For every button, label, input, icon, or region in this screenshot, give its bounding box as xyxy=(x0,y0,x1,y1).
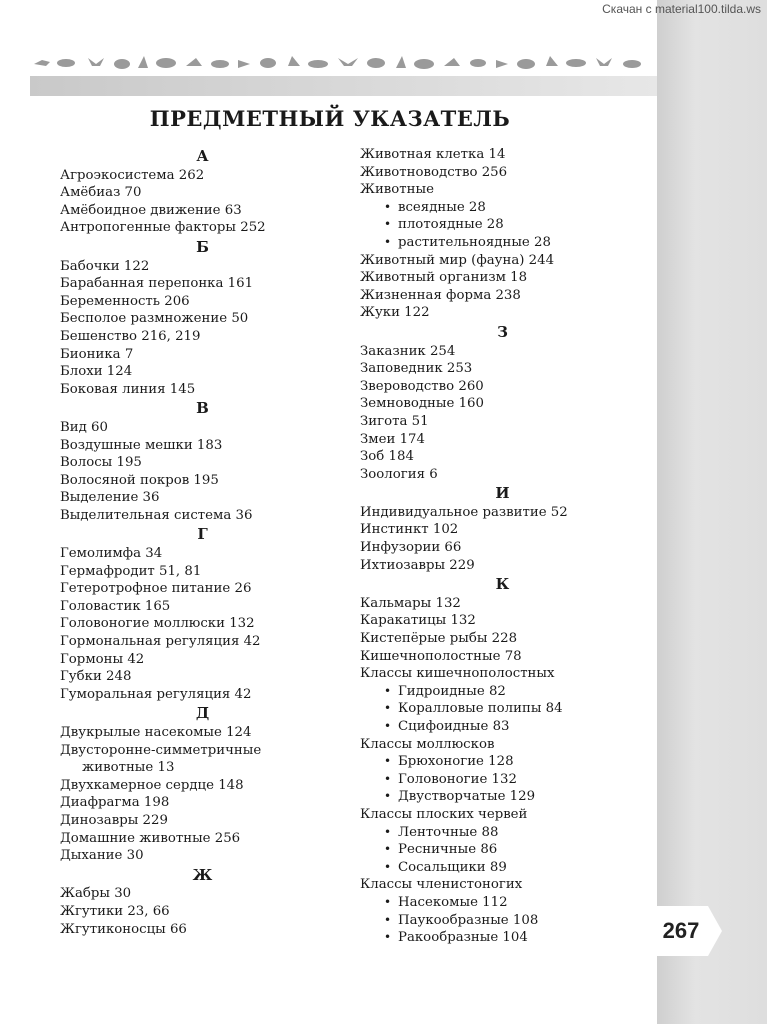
index-entry: Бесполое размножение 50 xyxy=(60,311,249,327)
index-subentry xyxy=(360,216,645,234)
index-entry: Вид 60 xyxy=(60,419,108,435)
index-subentry-text: всеядные 28 xyxy=(398,199,486,215)
section-letter: Д xyxy=(195,704,210,723)
header-band xyxy=(30,76,657,96)
index-entry: Гормональная регуляция 42 xyxy=(60,634,261,650)
index-subentry-text: Паукообразные 108 xyxy=(398,912,539,928)
index-entry: Гермафродит 51, 81 xyxy=(60,563,202,579)
index-subentry-text: Ракообразные 104 xyxy=(398,930,528,946)
index-entry: Зигота 51 xyxy=(360,413,429,429)
index-subentry-text: Коралловые полипы 84 xyxy=(398,701,563,717)
index-entry: Звероводство 260 xyxy=(360,378,484,394)
index-subentry xyxy=(360,788,645,806)
page-edge-shadow xyxy=(657,0,767,1024)
index-subentry xyxy=(360,859,645,877)
index-entry: Воздушные мешки 183 xyxy=(60,437,223,453)
index-entry: Бешенство 216, 219 xyxy=(60,328,201,344)
index-subentry-text: Сцифоидные 83 xyxy=(398,719,510,734)
bullet-icon: • xyxy=(384,859,392,874)
index-entry: Бионика 7 xyxy=(60,346,134,362)
index-entry: Губки 248 xyxy=(60,669,132,685)
index-entry: Заповедник 253 xyxy=(360,361,473,377)
bullet-icon: • xyxy=(384,824,392,839)
index-subentry-text: Головоногие 132 xyxy=(398,771,517,787)
index-column-right xyxy=(360,146,645,947)
index-entry: Антропогенные факторы 252 xyxy=(60,220,266,236)
index-subentry-text: Брюхоногие 128 xyxy=(398,754,514,770)
index-subentry-text: растительноядные 28 xyxy=(398,234,551,250)
bullet-icon: • xyxy=(384,234,392,249)
index-entry: Домашние животные 256 xyxy=(60,830,241,846)
index-entry: Диафрагма 198 xyxy=(60,795,170,811)
index-entry: Животные xyxy=(360,182,434,198)
index-entry: Беременность 206 xyxy=(60,293,190,309)
bullet-icon: • xyxy=(384,930,392,945)
index-entry: Волосяной покров 195 xyxy=(60,472,219,488)
index-entry: Двукрылые насекомые 124 xyxy=(60,725,252,740)
index-subentry xyxy=(360,894,645,912)
section-letter: З xyxy=(497,322,508,341)
index-entry: Двухкамерное сердце 148 xyxy=(60,777,244,793)
index-column-left xyxy=(60,146,345,938)
bullet-icon: • xyxy=(384,199,392,214)
index-subentry-text: Сосальщики 89 xyxy=(398,859,507,875)
index-entry: Кистепёрые рыбы 228 xyxy=(360,631,518,647)
index-entry: Индивидуальное развитие 52 xyxy=(360,504,568,520)
index-entry: Жгутиконосцы 66 xyxy=(60,921,187,937)
index-entry: Жгутики 23, 66 xyxy=(60,903,170,919)
page-number: 267 xyxy=(662,918,700,943)
bullet-icon: • xyxy=(384,789,392,804)
index-entry: Зоология 6 xyxy=(360,466,438,482)
index-entry: Дыхание 30 xyxy=(60,848,144,864)
index-subentry-text: Гидроидные 82 xyxy=(398,683,506,699)
index-entry: Инстинкт 102 xyxy=(360,522,459,538)
index-entry: Заказник 254 xyxy=(360,343,456,359)
section-letter: И xyxy=(495,484,510,503)
index-entry: Динозавры 229 xyxy=(60,812,168,828)
index-entry: Каракатицы 132 xyxy=(360,613,476,629)
index-entry: Змеи 174 xyxy=(360,431,425,447)
index-entry: Классы кишечнополостных xyxy=(360,666,555,682)
bullet-icon: • xyxy=(384,912,392,927)
index-entry: Кальмары 132 xyxy=(360,595,461,611)
index-entry: Амёбиаз 70 xyxy=(60,185,142,201)
index-entry: Гормоны 42 xyxy=(60,651,145,667)
section-letter: В xyxy=(196,399,209,418)
animal-silhouettes-icon xyxy=(30,50,654,74)
bullet-icon: • xyxy=(384,217,392,232)
index-entry: Инфузории 66 xyxy=(360,540,462,556)
index-entry: Волосы 195 xyxy=(60,455,142,471)
index-subentry xyxy=(360,234,645,252)
index-subentry xyxy=(360,718,645,736)
index-entry: Выделительная система 36 xyxy=(60,507,253,523)
index-entry: Двусторонне-симметричные xyxy=(60,742,262,758)
index-entry: Барабанная перепонка 161 xyxy=(60,276,254,292)
index-subentry xyxy=(360,700,645,718)
index-entry: Классы членистоногих xyxy=(360,877,523,893)
index-subentry-text: Ресничные 86 xyxy=(398,842,498,858)
index-subentry-text: плотоядные 28 xyxy=(398,217,504,233)
index-entry: Животный мир (фауна) 244 xyxy=(360,252,555,268)
index-subentry xyxy=(360,912,645,930)
section-letter: Б xyxy=(196,237,209,256)
bullet-icon: • xyxy=(384,683,392,698)
index-entry: Земноводные 160 xyxy=(360,396,484,412)
index-entry: Животный организм 18 xyxy=(360,270,528,286)
index-entry: Агроэкосистема 262 xyxy=(60,167,205,183)
index-subentry xyxy=(360,841,645,859)
bullet-icon: • xyxy=(384,754,392,769)
index-entry: Головоногие моллюски 132 xyxy=(60,616,255,632)
index-subentry-text: Ленточные 88 xyxy=(398,824,499,840)
index-entry: Жизненная форма 238 xyxy=(360,287,521,303)
index-entry: Блохи 124 xyxy=(60,364,133,380)
index-subentry xyxy=(360,771,645,789)
section-letter: Ж xyxy=(192,865,213,884)
bullet-icon: • xyxy=(384,894,392,909)
bullet-icon: • xyxy=(384,701,392,716)
index-entry: Зоб 184 xyxy=(360,449,414,465)
index-subentry xyxy=(360,683,645,701)
index-entry: Классы моллюсков xyxy=(360,736,495,752)
index-entry: Бабочки 122 xyxy=(60,258,150,274)
index-entry: Животноводство 256 xyxy=(360,164,508,180)
section-letter: Г xyxy=(197,525,208,544)
section-letter: К xyxy=(495,575,510,594)
index-subentry-text: Насекомые 112 xyxy=(398,894,508,910)
index-entry: Гуморальная регуляция 42 xyxy=(60,686,252,702)
index-entry: Гетеротрофное питание 26 xyxy=(60,581,252,597)
index-entry: Боковая линия 145 xyxy=(60,381,196,397)
index-entry: Гемолимфа 34 xyxy=(60,546,163,562)
bullet-icon: • xyxy=(384,771,392,786)
index-entry: Головастик 165 xyxy=(60,598,171,614)
index-entry: Ихтиозавры 229 xyxy=(360,557,475,573)
index-entry: Жабры 30 xyxy=(60,886,132,902)
index-entry: Классы плоских червей xyxy=(360,806,528,822)
index-entry: Амёбоидное движение 63 xyxy=(60,202,242,218)
bullet-icon: • xyxy=(384,719,392,733)
index-subentry xyxy=(360,929,645,947)
index-entry: Жуки 122 xyxy=(360,305,430,321)
index-subentry xyxy=(360,199,645,217)
watermark: Скачан с material100.tilda.ws xyxy=(602,2,761,16)
page-title: ПРЕДМЕТНЫЙ УКАЗАТЕЛЬ xyxy=(149,106,511,131)
index-entry: Кишечнополостные 78 xyxy=(360,648,522,664)
bullet-icon: • xyxy=(384,842,392,857)
index-subentry xyxy=(360,824,645,842)
index-entry-continuation: животные 13 xyxy=(82,760,175,776)
index-entry: Выделение 36 xyxy=(60,490,160,506)
section-letter: А xyxy=(196,147,209,165)
index-subentry xyxy=(360,753,645,771)
index-entry: Животная клетка 14 xyxy=(360,147,506,162)
index-subentry-text: Двустворчатые 129 xyxy=(398,789,536,805)
